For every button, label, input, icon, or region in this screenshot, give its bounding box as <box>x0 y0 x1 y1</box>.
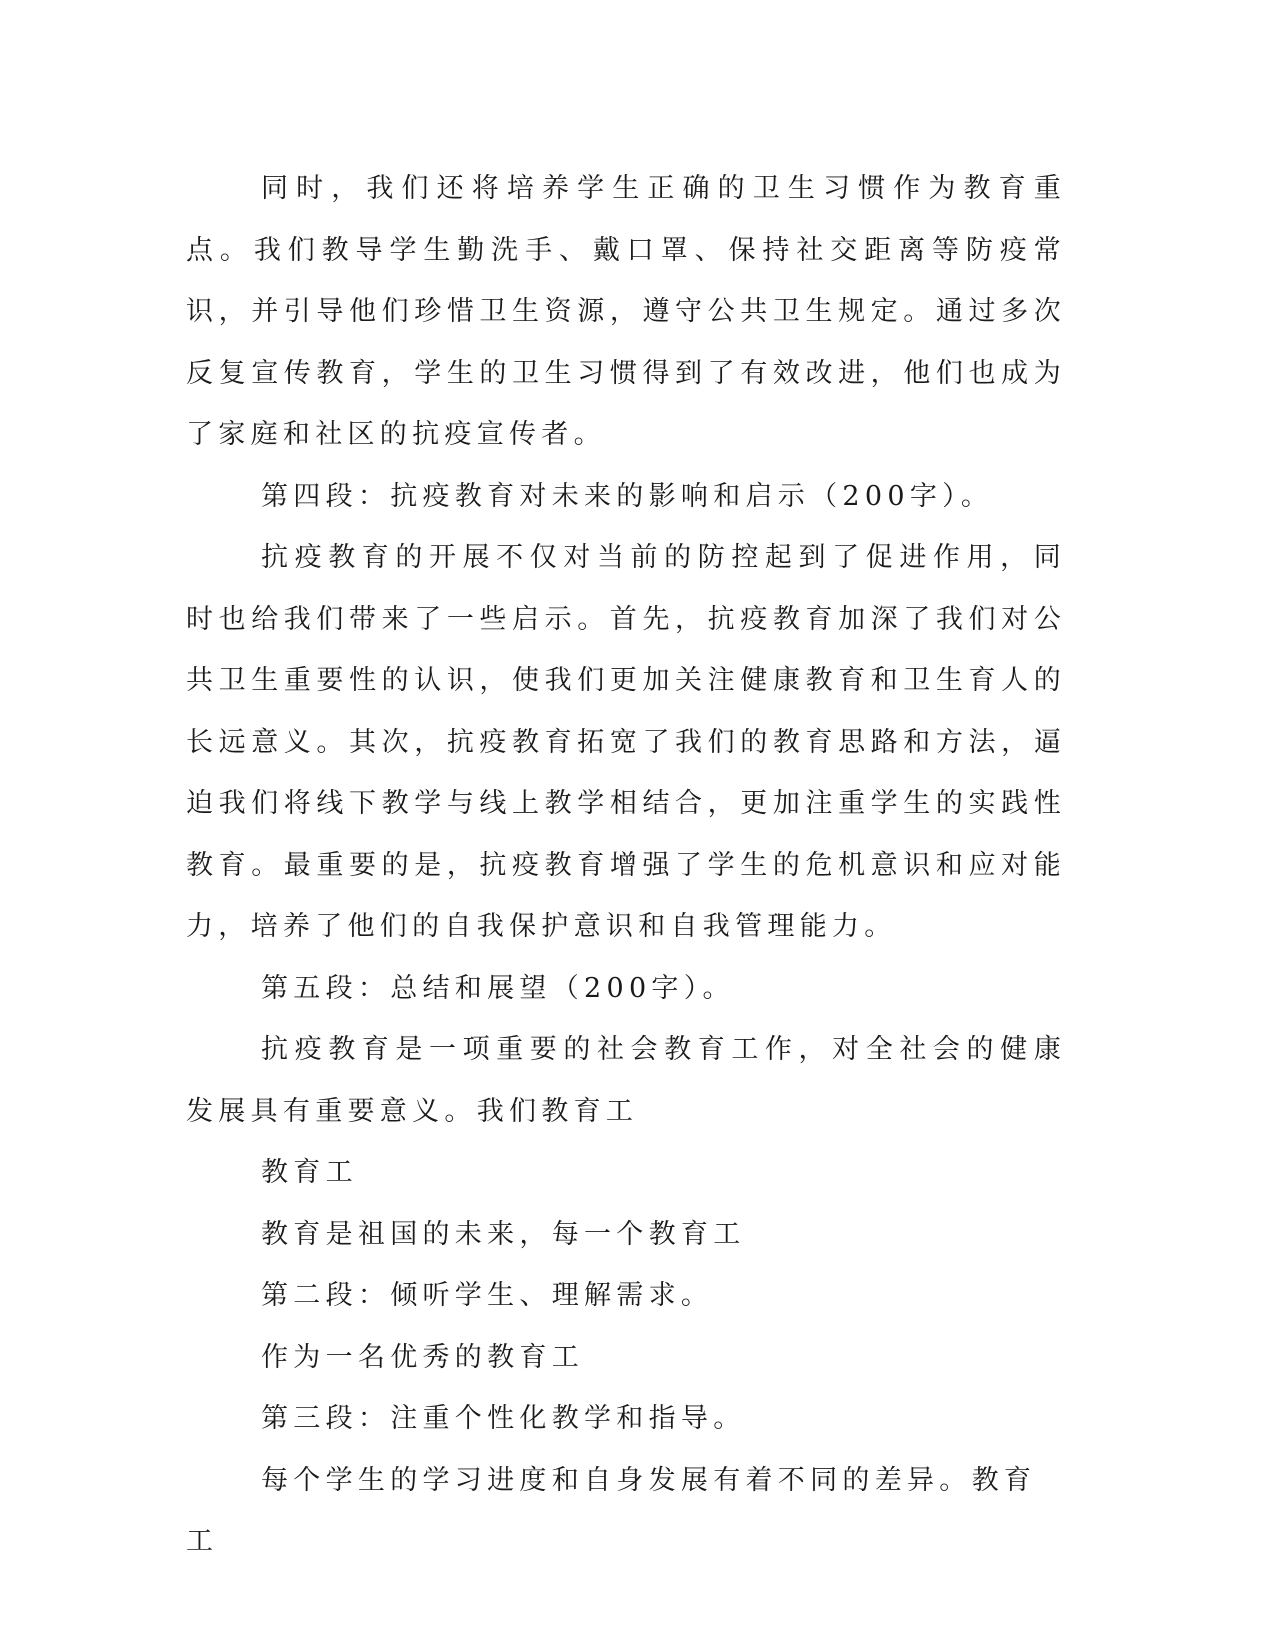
document-body <box>186 158 1066 1573</box>
paragraph-future-of-nation: 教育是祖国的未来，每一个教育工 <box>261 1218 746 1250</box>
section-heading-4: 第四段：抗疫教育对未来的影响和启示（200字）。 <box>261 480 994 512</box>
paragraph-hygiene-habits: 同时，我们还将培养学生正确的卫生习惯作为教育重点。我们教导学生勤洗手、戴口罩、保持社交距离等防疫常识，并引导他们珍惜卫生资源，遵守公共卫生规定。通过多次反复宣传教育，学生的卫生习惯得到了有效改进，他们也成为了家庭和社区的抗疫宣传者。 <box>186 173 1066 450</box>
paragraph-future-impact: 抗疫教育的开展不仅对当前的防控起到了促进作用，同时也给我们带来了一些启示。首先，抗疫教育加深了我们对公共卫生重要性的认识，使我们更加关注健康教育和卫生育人的长远意义。其次，抗疫教育拓宽了我们的教育思路和方法，逼迫我们将线下教学与线上教学相结合，更加注重学生的实践性教育。最重要的是，抗疫教育增强了学生的危机意识和应对能力，培养了他们的自我保护意识和自我管理能力。 <box>186 542 1066 942</box>
paragraph-summary: 抗疫教育是一项重要的社会教育工作，对全社会的健康发展具有重要意义。我们教育工 <box>186 1034 1066 1127</box>
section-heading-3: 第三段：注重个性化教学和指导。 <box>261 1403 746 1434</box>
section-heading-5: 第五段：总结和展望（200字）。 <box>261 972 735 1004</box>
paragraph-student-differences: 每个学生的学习进度和自身发展有着不同的差异。教育工 <box>186 1464 1037 1557</box>
section-heading-2: 第二段：倾听学生、理解需求。 <box>261 1280 714 1311</box>
paragraph-educator-fragment: 教育工 <box>261 1157 358 1188</box>
paragraph-excellent-educator: 作为一名优秀的教育工 <box>261 1341 584 1373</box>
